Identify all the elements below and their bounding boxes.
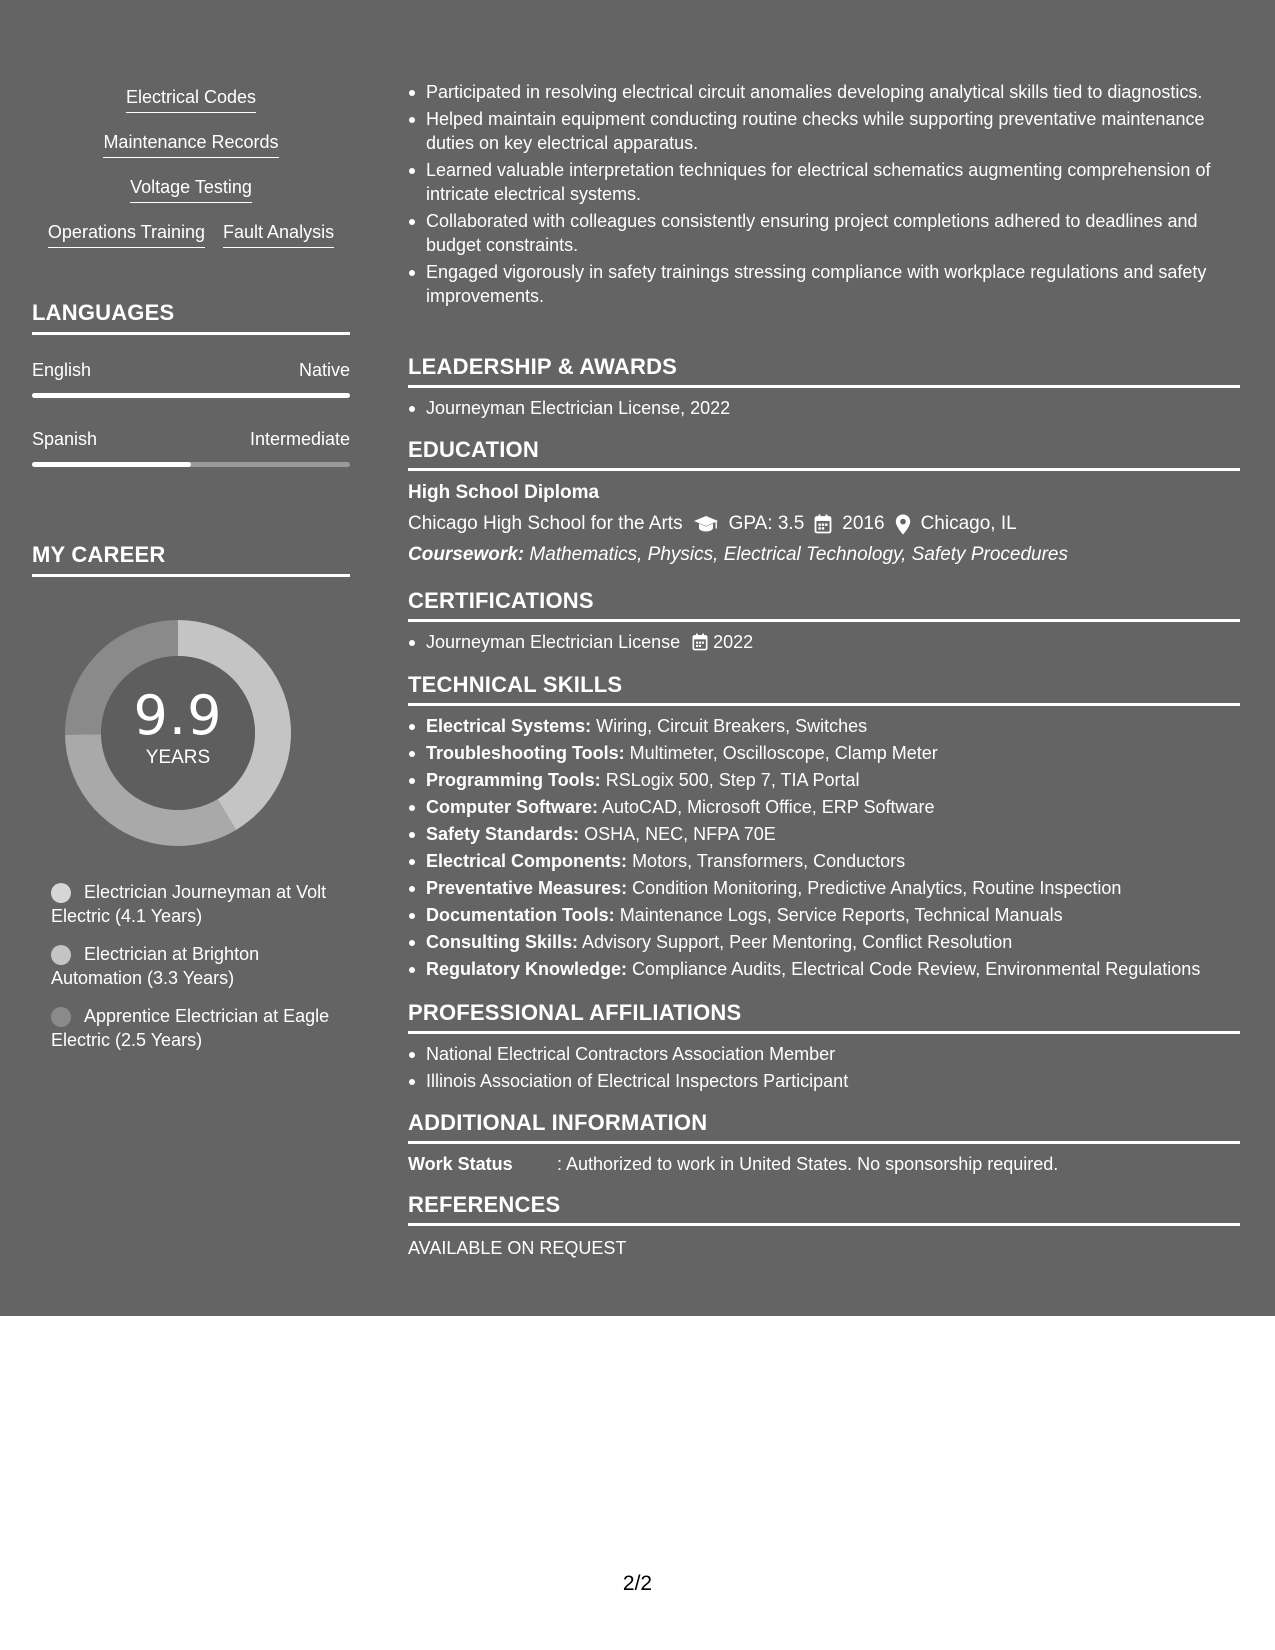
career-item bbox=[51, 1004, 341, 1052]
language-level: Native bbox=[298, 360, 350, 380]
coursework-label: Coursework: bbox=[408, 544, 525, 565]
skill-tag: Electrical Codes bbox=[126, 86, 256, 113]
skill-tag: Operations Training bbox=[48, 221, 205, 248]
skill-label: Consulting Skills: bbox=[426, 932, 579, 952]
career-list bbox=[51, 880, 341, 1066]
skill-tag-row bbox=[32, 86, 350, 131]
technical-skill-item bbox=[408, 849, 1240, 873]
technical-skill-item bbox=[408, 795, 1240, 819]
work-status-value: : Authorized to work in United States. No sponsorship required. bbox=[557, 1154, 1059, 1174]
experience-bullet: Learned valuable interpretation techniques for electrical schematics augmenting comprehension of intricate electrical systems. bbox=[408, 158, 1240, 206]
experience-bullet: Engaged vigorously in safety trainings stressing compliance with workplace regulations and safety improvements. bbox=[408, 260, 1240, 308]
technical-skills-heading: TECHNICAL SKILLS bbox=[408, 672, 1240, 706]
education-section bbox=[408, 437, 1240, 567]
certification-name: Journeyman Electrician License bbox=[426, 632, 681, 652]
technical-skills-section bbox=[408, 672, 1240, 984]
skill-value: Multimeter, Oscilloscope, Clamp Meter bbox=[629, 743, 938, 763]
calendar-icon bbox=[692, 633, 708, 651]
career-legend-dot bbox=[51, 883, 71, 903]
career-donut-center bbox=[65, 620, 291, 846]
certification-item bbox=[408, 630, 1240, 654]
skill-label: Troubleshooting Tools: bbox=[426, 743, 625, 763]
technical-skill-item bbox=[408, 822, 1240, 846]
additional-info-heading: ADDITIONAL INFORMATION bbox=[408, 1110, 1240, 1144]
education-location: Chicago, IL bbox=[920, 513, 1017, 534]
technical-skill-item bbox=[408, 957, 1240, 981]
career-legend-dot bbox=[51, 1007, 71, 1027]
leadership-section bbox=[408, 354, 1240, 420]
education-coursework bbox=[408, 543, 1240, 567]
skill-value: Maintenance Logs, Service Reports, Technical Manuals bbox=[619, 905, 1063, 925]
education-year: 2016 bbox=[842, 513, 885, 534]
references-heading: REFERENCES bbox=[408, 1192, 1240, 1226]
additional-info-section bbox=[408, 1110, 1240, 1176]
experience-bullet: Participated in resolving electrical circuit anomalies developing analytical skills tied to diagnostics. bbox=[408, 80, 1240, 104]
references-text: AVAILABLE ON REQUEST bbox=[408, 1238, 627, 1258]
technical-skill-item bbox=[408, 876, 1240, 900]
skill-value: Condition Monitoring, Predictive Analytics, Routine Inspection bbox=[632, 878, 1122, 898]
skill-value: Wiring, Circuit Breakers, Switches bbox=[596, 716, 868, 736]
career-item-text: Apprentice Electrician at Eagle Electric (2.5 Years) bbox=[51, 1006, 330, 1050]
skill-value: Motors, Transformers, Conductors bbox=[632, 851, 906, 871]
technical-skill-item bbox=[408, 714, 1240, 738]
skill-label: Electrical Systems: bbox=[426, 716, 592, 736]
skill-label: Electrical Components: bbox=[426, 851, 628, 871]
career-total-unit: YEARS bbox=[145, 747, 211, 768]
graduation-cap-icon bbox=[693, 515, 719, 533]
career-donut-chart bbox=[65, 620, 291, 846]
technical-skill-item bbox=[408, 930, 1240, 954]
skill-tag-row bbox=[32, 176, 350, 221]
language-proficiency-bar bbox=[32, 393, 350, 398]
language-proficiency-fill bbox=[32, 393, 350, 398]
leadership-list bbox=[408, 396, 1240, 420]
calendar-icon bbox=[814, 514, 832, 534]
leadership-heading: LEADERSHIP & AWARDS bbox=[408, 354, 1240, 388]
technical-skill-item bbox=[408, 768, 1240, 792]
skill-value: RSLogix 500, Step 7, TIA Portal bbox=[605, 770, 860, 790]
career-item bbox=[51, 942, 341, 990]
career-heading: MY CAREER bbox=[32, 542, 350, 577]
affiliation-item: National Electrical Contractors Association Member bbox=[408, 1042, 1240, 1066]
language-proficiency-fill bbox=[32, 462, 191, 467]
skill-label: Computer Software: bbox=[426, 797, 599, 817]
experience-bullet: Collaborated with colleagues consistently ensuring project completions adhered to deadlines and budget constraints. bbox=[408, 209, 1240, 257]
language-level: Intermediate bbox=[249, 429, 350, 449]
work-status-label: Work Status bbox=[408, 1154, 513, 1174]
career-legend-dot bbox=[51, 945, 71, 965]
skill-value: Compliance Audits, Electrical Code Review, Environmental Regulations bbox=[632, 959, 1201, 979]
skill-tag: Voltage Testing bbox=[130, 176, 252, 203]
certifications-list bbox=[408, 630, 1240, 654]
language-name: Spanish bbox=[32, 429, 98, 449]
certification-year: 2022 bbox=[713, 632, 754, 652]
affiliations-section bbox=[408, 1000, 1240, 1096]
affiliations-heading: PROFESSIONAL AFFILIATIONS bbox=[408, 1000, 1240, 1034]
language-proficiency-bar bbox=[32, 462, 350, 467]
career-total-years: 9.9 bbox=[133, 684, 223, 747]
skill-label: Regulatory Knowledge: bbox=[426, 959, 628, 979]
experience-bullet: Helped maintain equipment conducting routine checks while supporting preventative maintenance duties on key electrical apparatus. bbox=[408, 107, 1240, 155]
language-english bbox=[32, 359, 350, 398]
career-item-text: Electrician at Brighton Automation (3.3 Years) bbox=[51, 944, 260, 988]
certifications-heading: CERTIFICATIONS bbox=[408, 588, 1240, 622]
skill-label: Documentation Tools: bbox=[426, 905, 615, 925]
education-degree: High School Diploma bbox=[408, 482, 600, 503]
skill-tags bbox=[32, 86, 350, 266]
skill-value: OSHA, NEC, NFPA 70E bbox=[584, 824, 776, 844]
map-pin-icon bbox=[895, 514, 911, 535]
skill-label: Programming Tools: bbox=[426, 770, 601, 790]
career-item bbox=[51, 880, 341, 928]
certifications-section bbox=[408, 588, 1240, 654]
skill-tag-row bbox=[32, 131, 350, 176]
technical-skills-list bbox=[408, 714, 1240, 981]
education-details bbox=[408, 512, 1240, 536]
skill-tag: Fault Analysis bbox=[223, 221, 334, 248]
work-status-row bbox=[408, 1152, 1240, 1176]
affiliation-item: Illinois Association of Electrical Inspectors Participant bbox=[408, 1069, 1240, 1093]
affiliations-list bbox=[408, 1042, 1240, 1093]
skill-tag: Maintenance Records bbox=[103, 131, 278, 158]
education-school: Chicago High School for the Arts bbox=[408, 513, 683, 534]
leadership-item: Journeyman Electrician License, 2022 bbox=[408, 396, 1240, 420]
skill-label: Preventative Measures: bbox=[426, 878, 628, 898]
page-number: 2/2 bbox=[622, 1572, 653, 1595]
skill-tag-row bbox=[32, 221, 350, 266]
coursework-value: Mathematics, Physics, Electrical Technology, Safety Procedures bbox=[529, 544, 1068, 565]
skill-value: AutoCAD, Microsoft Office, ERP Software bbox=[602, 797, 935, 817]
language-name: English bbox=[32, 360, 92, 380]
language-spanish bbox=[32, 428, 350, 467]
experience-bullets bbox=[408, 80, 1240, 311]
career-item-text: Electrician Journeyman at Volt Electric (4.1 Years) bbox=[51, 882, 327, 926]
education-gpa: GPA: 3.5 bbox=[728, 513, 805, 534]
skill-value: Advisory Support, Peer Mentoring, Conflict Resolution bbox=[582, 932, 1013, 952]
technical-skill-item bbox=[408, 903, 1240, 927]
languages-heading: LANGUAGES bbox=[32, 300, 350, 335]
technical-skill-item bbox=[408, 741, 1240, 765]
skill-label: Safety Standards: bbox=[426, 824, 580, 844]
references-section bbox=[408, 1192, 1240, 1260]
education-heading: EDUCATION bbox=[408, 437, 1240, 471]
